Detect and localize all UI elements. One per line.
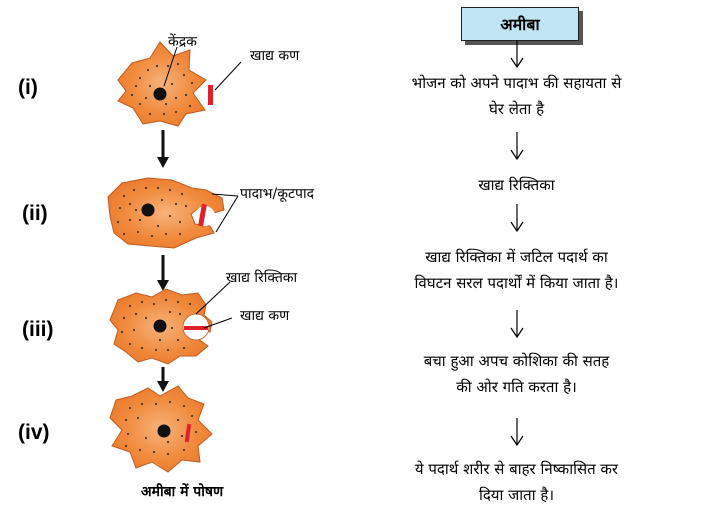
flow-step-5-line-1: ये पदार्थ शरीर से बाहर निष्कासित कर	[414, 460, 619, 478]
stage-label-1: (i)	[18, 76, 38, 99]
stage-label-2: (ii)	[22, 202, 48, 225]
stage-arrow-3	[157, 367, 169, 392]
flow-step-4-line-1: बचा हुआ अपच कोशिका की सतह	[423, 352, 610, 370]
flow-arrow-4	[507, 310, 527, 340]
flow-arrow-3	[507, 204, 527, 234]
stage-label-3: (iii)	[22, 318, 54, 341]
amoeba-stage-4	[110, 386, 212, 472]
flowchart-title: अमीबा	[500, 15, 540, 34]
food-particle-1	[208, 85, 213, 105]
stage-arrow-2	[157, 255, 169, 291]
amoeba-stage-2	[108, 178, 224, 248]
label-pseudopodia: पादाभ/कूटपाद	[240, 186, 315, 202]
flow-step-3-line-1: खाद्य रिक्तिका में जटिल पदार्थ का	[425, 248, 608, 266]
diagram-caption: अमीबा में पोषण	[140, 484, 224, 500]
flow-step-5	[373, 456, 660, 508]
flow-step-3	[373, 244, 660, 296]
flow-arrow-5	[507, 418, 527, 448]
flow-step-2-line-1: खाद्य रिक्तिका	[478, 176, 555, 194]
stage-label-4: (iv)	[18, 421, 50, 444]
nucleus-4	[158, 425, 171, 438]
nucleus-3	[154, 320, 167, 333]
flow-arrow-2	[507, 132, 527, 162]
flow-step-3-line-2: विघटन सरल पदार्थों में किया जाता है।	[414, 274, 619, 292]
flow-step-5-line-2: दिया जाता है।	[478, 486, 555, 504]
flow-step-1	[373, 70, 660, 122]
flow-step-4	[373, 348, 660, 400]
nucleus-2	[142, 204, 155, 217]
label-food-particle-1: खाद्य कण	[250, 48, 300, 64]
label-food-particle-2: खाद्य कण	[240, 308, 290, 324]
flow-step-1-line-1: भोजन को अपने पादाभ की सहायता से	[411, 74, 622, 92]
flow-arrow-1	[507, 40, 527, 70]
flow-step-2	[373, 172, 660, 198]
food-particle-1-pointer	[215, 62, 241, 90]
flowchart-title-box	[461, 7, 579, 41]
flow-step-1-line-2: घेर लेता है	[488, 100, 545, 118]
label-food-vacuole: खाद्य रिक्तिका	[226, 270, 298, 286]
flow-step-4-line-2: की ओर गति करता है।	[456, 378, 577, 396]
label-nucleus: केंद्रक	[168, 34, 197, 50]
nucleus-1	[154, 88, 167, 101]
amoeba-stage-1	[118, 42, 206, 126]
stage-arrow-1	[157, 130, 169, 168]
